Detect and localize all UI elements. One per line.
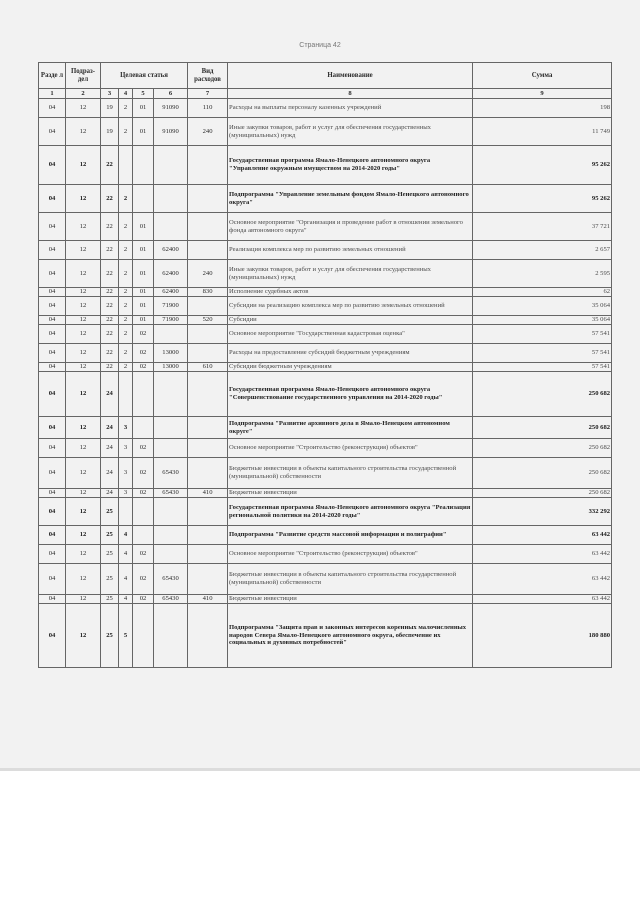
cell-podrazdel: 12 <box>66 316 101 325</box>
table-row <box>39 146 612 185</box>
header-target-article: Целевая статья <box>101 63 188 89</box>
cell-name: Расходы на предоставление субсидий бюджетным учреждениям <box>228 344 473 363</box>
cell-vid <box>188 185 228 213</box>
cell-sum: 57 541 <box>473 325 612 344</box>
table-row <box>39 439 612 458</box>
cell-podrazdel: 12 <box>66 526 101 545</box>
cell-event: 02 <box>133 489 154 498</box>
cell-razdel: 04 <box>39 316 66 325</box>
cell-name: Основное мероприятие "Строительство (реконструкция) объектов" <box>228 439 473 458</box>
cell-name: Бюджетные инвестиции <box>228 489 473 498</box>
cell-subprogram: 2 <box>119 213 133 241</box>
cell-vid: 610 <box>188 363 228 372</box>
table-row <box>39 417 612 439</box>
cell-vid: 410 <box>188 489 228 498</box>
cell-sum: 198 <box>473 99 612 118</box>
cell-vid <box>188 564 228 595</box>
cell-subprogram: 2 <box>119 118 133 146</box>
cell-name: Подпрограмма "Развитие средств массовой информации и полиграфии" <box>228 526 473 545</box>
cell-sum: 250 682 <box>473 417 612 439</box>
cell-razdel: 04 <box>39 118 66 146</box>
cell-direction <box>154 146 188 185</box>
cell-vid <box>188 498 228 526</box>
table-row <box>39 604 612 668</box>
cell-program: 24 <box>101 372 119 417</box>
table-row <box>39 185 612 213</box>
cell-subprogram: 3 <box>119 489 133 498</box>
cell-razdel: 04 <box>39 146 66 185</box>
cell-program: 24 <box>101 439 119 458</box>
cell-direction: 65430 <box>154 595 188 604</box>
cell-razdel: 04 <box>39 325 66 344</box>
cell-program: 24 <box>101 417 119 439</box>
cell-name: Исполнение судебных актов <box>228 288 473 297</box>
cell-podrazdel: 12 <box>66 213 101 241</box>
cell-podrazdel: 12 <box>66 564 101 595</box>
cell-vid: 240 <box>188 118 228 146</box>
table-header-row <box>39 63 612 89</box>
header-vid-rashodov: Вид расходов <box>188 63 228 89</box>
cell-direction <box>154 526 188 545</box>
header-podrazdel: Подраз- дел <box>66 63 101 89</box>
table-row <box>39 316 612 325</box>
cell-program: 22 <box>101 316 119 325</box>
cell-razdel: 04 <box>39 372 66 417</box>
cell-subprogram: 2 <box>119 260 133 288</box>
header-razdel: Разде л <box>39 63 66 89</box>
cell-event: 02 <box>133 344 154 363</box>
cell-direction <box>154 372 188 417</box>
cell-razdel: 04 <box>39 498 66 526</box>
table-row <box>39 260 612 288</box>
cell-subprogram <box>119 372 133 417</box>
cell-direction: 91090 <box>154 118 188 146</box>
cell-program: 22 <box>101 363 119 372</box>
cell-program: 22 <box>101 344 119 363</box>
cell-event <box>133 417 154 439</box>
cell-vid <box>188 458 228 489</box>
cell-sum: 63 442 <box>473 564 612 595</box>
cell-event: 01 <box>133 260 154 288</box>
cell-vid <box>188 297 228 316</box>
column-number: 4 <box>119 89 133 99</box>
budget-table <box>38 62 612 668</box>
cell-event: 02 <box>133 325 154 344</box>
cell-direction <box>154 325 188 344</box>
cell-subprogram: 3 <box>119 458 133 489</box>
cell-vid <box>188 213 228 241</box>
cell-subprogram: 2 <box>119 363 133 372</box>
cell-sum: 63 442 <box>473 526 612 545</box>
header-sum: Сумма <box>473 63 612 89</box>
cell-event: 01 <box>133 99 154 118</box>
cell-razdel: 04 <box>39 526 66 545</box>
cell-direction: 65430 <box>154 458 188 489</box>
cell-program: 25 <box>101 595 119 604</box>
cell-razdel: 04 <box>39 458 66 489</box>
cell-sum: 250 682 <box>473 372 612 417</box>
cell-subprogram: 4 <box>119 595 133 604</box>
cell-subprogram: 2 <box>119 316 133 325</box>
cell-name: Иные закупки товаров, работ и услуг для обеспечения государственных (муниципальных) нужд <box>228 118 473 146</box>
cell-subprogram <box>119 146 133 185</box>
cell-direction <box>154 439 188 458</box>
cell-event: 02 <box>133 363 154 372</box>
cell-name: Бюджетные инвестиции в объекты капитального строительства государственной (муниципальной) собственности <box>228 458 473 489</box>
cell-podrazdel: 12 <box>66 458 101 489</box>
cell-program: 22 <box>101 260 119 288</box>
cell-razdel: 04 <box>39 363 66 372</box>
cell-direction: 62400 <box>154 260 188 288</box>
cell-sum: 2 657 <box>473 241 612 260</box>
column-number: 7 <box>188 89 228 99</box>
cell-program: 25 <box>101 498 119 526</box>
cell-subprogram: 2 <box>119 185 133 213</box>
cell-name: Субсидии на реализацию комплекса мер по развитию земельных отношений <box>228 297 473 316</box>
cell-direction: 71900 <box>154 297 188 316</box>
cell-name: Бюджетные инвестиции <box>228 595 473 604</box>
cell-sum: 37 721 <box>473 213 612 241</box>
column-number: 8 <box>228 89 473 99</box>
column-number: 3 <box>101 89 119 99</box>
cell-vid: 830 <box>188 288 228 297</box>
cell-razdel: 04 <box>39 595 66 604</box>
cell-name: Бюджетные инвестиции в объекты капитального строительства государственной (муниципальной) собственности <box>228 564 473 595</box>
cell-name: Основное мероприятие "Строительство (реконструкция) объектов" <box>228 545 473 564</box>
cell-razdel: 04 <box>39 489 66 498</box>
cell-program: 22 <box>101 146 119 185</box>
table-row <box>39 372 612 417</box>
cell-razdel: 04 <box>39 545 66 564</box>
cell-vid <box>188 344 228 363</box>
cell-event: 01 <box>133 297 154 316</box>
table-row <box>39 595 612 604</box>
table-row <box>39 526 612 545</box>
cell-subprogram: 4 <box>119 526 133 545</box>
cell-program: 24 <box>101 458 119 489</box>
cell-name: Государственная программа Ямало-Ненецкого автономного округа "Управление окружным имуществом на 2014-2020 годы" <box>228 146 473 185</box>
cell-program: 22 <box>101 185 119 213</box>
cell-event: 01 <box>133 288 154 297</box>
column-number: 5 <box>133 89 154 99</box>
cell-podrazdel: 12 <box>66 325 101 344</box>
column-number: 1 <box>39 89 66 99</box>
cell-event <box>133 604 154 668</box>
cell-name: Подпрограмма "Защита прав и законных интересов коренных малочисленных народов Севера Ямало-Ненецкого автономного округа, обеспечение их социальных и духовных потребностей" <box>228 604 473 668</box>
cell-name: Основное мероприятие "Организация и проведение работ в отношении земельного фонда автономного округа" <box>228 213 473 241</box>
cell-vid <box>188 146 228 185</box>
cell-razdel: 04 <box>39 241 66 260</box>
cell-podrazdel: 12 <box>66 604 101 668</box>
cell-sum: 2 595 <box>473 260 612 288</box>
cell-direction <box>154 498 188 526</box>
cell-podrazdel: 12 <box>66 545 101 564</box>
cell-vid <box>188 417 228 439</box>
cell-subprogram: 4 <box>119 545 133 564</box>
cell-razdel: 04 <box>39 439 66 458</box>
column-number: 9 <box>473 89 612 99</box>
cell-event <box>133 498 154 526</box>
cell-sum: 95 262 <box>473 185 612 213</box>
cell-direction <box>154 185 188 213</box>
cell-name: Иные закупки товаров, работ и услуг для обеспечения государственных (муниципальных) нужд <box>228 260 473 288</box>
cell-podrazdel: 12 <box>66 260 101 288</box>
cell-subprogram: 2 <box>119 288 133 297</box>
cell-sum: 63 442 <box>473 545 612 564</box>
cell-program: 24 <box>101 489 119 498</box>
cell-subprogram: 4 <box>119 564 133 595</box>
cell-vid <box>188 545 228 564</box>
cell-event: 02 <box>133 439 154 458</box>
cell-program: 22 <box>101 325 119 344</box>
cell-podrazdel: 12 <box>66 439 101 458</box>
cell-sum: 250 682 <box>473 489 612 498</box>
table-row <box>39 344 612 363</box>
cell-direction: 13000 <box>154 344 188 363</box>
cell-name: Субсидии бюджетным учреждениям <box>228 363 473 372</box>
cell-podrazdel: 12 <box>66 146 101 185</box>
cell-sum: 332 292 <box>473 498 612 526</box>
cell-razdel: 04 <box>39 99 66 118</box>
cell-name: Расходы на выплаты персоналу казенных учреждений <box>228 99 473 118</box>
cell-event: 02 <box>133 458 154 489</box>
cell-subprogram: 2 <box>119 325 133 344</box>
cell-podrazdel: 12 <box>66 297 101 316</box>
cell-event: 02 <box>133 564 154 595</box>
cell-vid: 410 <box>188 595 228 604</box>
cell-razdel: 04 <box>39 185 66 213</box>
cell-subprogram: 2 <box>119 241 133 260</box>
cell-razdel: 04 <box>39 417 66 439</box>
cell-program: 25 <box>101 564 119 595</box>
cell-sum: 180 880 <box>473 604 612 668</box>
cell-event: 02 <box>133 595 154 604</box>
cell-podrazdel: 12 <box>66 363 101 372</box>
table-row <box>39 213 612 241</box>
cell-name: Государственная программа Ямало-Ненецкого автономного округа "Совершенствование государственного управления на 2014-2020 годы" <box>228 372 473 417</box>
cell-program: 19 <box>101 99 119 118</box>
cell-event: 01 <box>133 241 154 260</box>
table-row <box>39 498 612 526</box>
cell-program: 25 <box>101 545 119 564</box>
cell-podrazdel: 12 <box>66 489 101 498</box>
cell-direction <box>154 417 188 439</box>
cell-program: 25 <box>101 526 119 545</box>
cell-vid <box>188 526 228 545</box>
cell-event <box>133 526 154 545</box>
table-row <box>39 288 612 297</box>
table-row <box>39 325 612 344</box>
cell-event <box>133 372 154 417</box>
cell-razdel: 04 <box>39 604 66 668</box>
table-row <box>39 564 612 595</box>
cell-sum: 35 064 <box>473 316 612 325</box>
cell-name: Подпрограмма "Управление земельным фондом Ямало-Ненецкого автономного округа" <box>228 185 473 213</box>
cell-podrazdel: 12 <box>66 118 101 146</box>
cell-direction: 65430 <box>154 564 188 595</box>
cell-sum: 62 <box>473 288 612 297</box>
cell-direction: 62400 <box>154 288 188 297</box>
cell-sum: 63 442 <box>473 595 612 604</box>
cell-podrazdel: 12 <box>66 185 101 213</box>
cell-program: 22 <box>101 213 119 241</box>
cell-program: 22 <box>101 241 119 260</box>
cell-vid <box>188 325 228 344</box>
cell-direction <box>154 545 188 564</box>
header-name: Наименование <box>228 63 473 89</box>
cell-name: Реализация комплекса мер по развитию земельных отношений <box>228 241 473 260</box>
cell-direction: 62400 <box>154 241 188 260</box>
table-row <box>39 458 612 489</box>
column-number: 2 <box>66 89 101 99</box>
cell-event <box>133 185 154 213</box>
table-row <box>39 297 612 316</box>
cell-razdel: 04 <box>39 288 66 297</box>
cell-event: 02 <box>133 545 154 564</box>
cell-event <box>133 146 154 185</box>
cell-subprogram: 2 <box>119 99 133 118</box>
cell-subprogram: 2 <box>119 344 133 363</box>
cell-direction <box>154 213 188 241</box>
page-number-label: Страница 42 <box>299 42 341 49</box>
column-number-row <box>39 89 612 99</box>
cell-direction: 71900 <box>154 316 188 325</box>
cell-direction: 91090 <box>154 99 188 118</box>
cell-vid <box>188 439 228 458</box>
cell-subprogram: 3 <box>119 417 133 439</box>
cell-direction: 13000 <box>154 363 188 372</box>
cell-podrazdel: 12 <box>66 417 101 439</box>
cell-sum: 250 682 <box>473 439 612 458</box>
cell-subprogram: 5 <box>119 604 133 668</box>
cell-sum: 95 262 <box>473 146 612 185</box>
cell-program: 25 <box>101 604 119 668</box>
cell-podrazdel: 12 <box>66 99 101 118</box>
table-row <box>39 545 612 564</box>
cell-event: 01 <box>133 118 154 146</box>
scan-bottom-edge <box>0 768 640 771</box>
cell-direction: 65430 <box>154 489 188 498</box>
cell-razdel: 04 <box>39 564 66 595</box>
cell-sum: 11 749 <box>473 118 612 146</box>
cell-program: 22 <box>101 297 119 316</box>
cell-razdel: 04 <box>39 344 66 363</box>
cell-razdel: 04 <box>39 260 66 288</box>
cell-podrazdel: 12 <box>66 498 101 526</box>
cell-subprogram: 2 <box>119 297 133 316</box>
table-row <box>39 489 612 498</box>
cell-razdel: 04 <box>39 213 66 241</box>
cell-podrazdel: 12 <box>66 595 101 604</box>
cell-sum: 35 064 <box>473 297 612 316</box>
cell-sum: 250 682 <box>473 458 612 489</box>
cell-vid: 520 <box>188 316 228 325</box>
cell-podrazdel: 12 <box>66 344 101 363</box>
table-row <box>39 99 612 118</box>
cell-vid: 240 <box>188 260 228 288</box>
cell-subprogram <box>119 498 133 526</box>
table-row <box>39 118 612 146</box>
cell-program: 19 <box>101 118 119 146</box>
cell-sum: 57 541 <box>473 344 612 363</box>
table-row <box>39 241 612 260</box>
cell-event: 01 <box>133 213 154 241</box>
cell-razdel: 04 <box>39 297 66 316</box>
cell-program: 22 <box>101 288 119 297</box>
cell-direction <box>154 604 188 668</box>
cell-vid <box>188 604 228 668</box>
cell-subprogram: 3 <box>119 439 133 458</box>
cell-podrazdel: 12 <box>66 372 101 417</box>
cell-event: 01 <box>133 316 154 325</box>
cell-sum: 57 541 <box>473 363 612 372</box>
cell-name: Основное мероприятие "Государственная кадастровая оценка" <box>228 325 473 344</box>
cell-podrazdel: 12 <box>66 241 101 260</box>
cell-name: Субсидии <box>228 316 473 325</box>
cell-vid <box>188 372 228 417</box>
column-number: 6 <box>154 89 188 99</box>
cell-vid: 110 <box>188 99 228 118</box>
budget-table-body <box>39 99 612 668</box>
cell-podrazdel: 12 <box>66 288 101 297</box>
table-row <box>39 363 612 372</box>
cell-name: Подпрограмма "Развитие архивного дела в Ямало-Ненецком автономном округе" <box>228 417 473 439</box>
cell-vid <box>188 241 228 260</box>
cell-name: Государственная программа Ямало-Ненецкого автономного округа "Реализация региональной политики на 2014-2020 годы" <box>228 498 473 526</box>
